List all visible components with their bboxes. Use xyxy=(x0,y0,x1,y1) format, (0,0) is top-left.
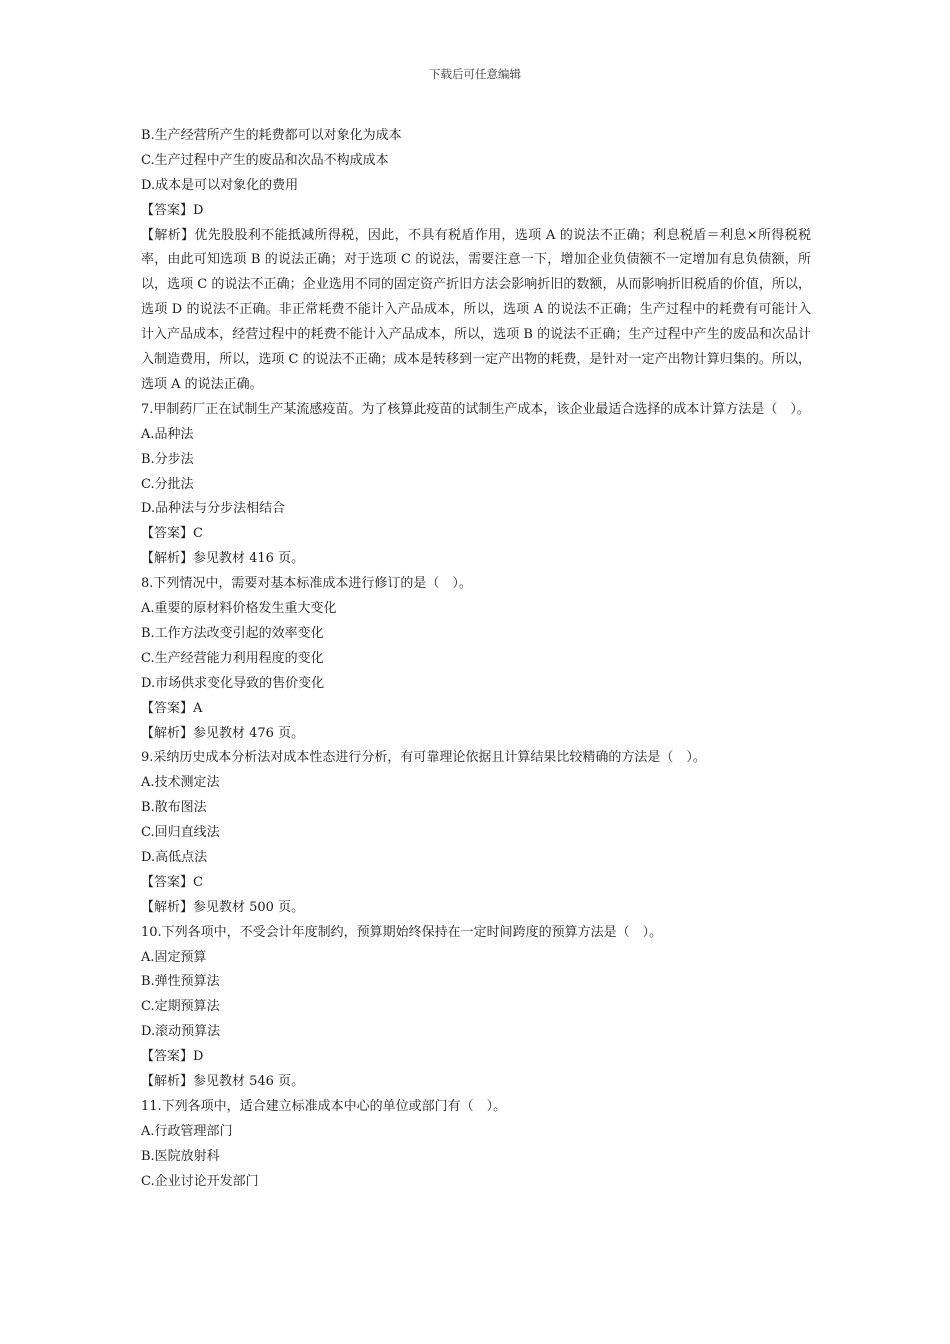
text-line: D.品种法与分步法相结合 xyxy=(141,501,286,517)
text-line: C.分批法 xyxy=(141,476,194,492)
text-line: A.重要的原材料价格发生重大变化 xyxy=(141,601,337,617)
text-line: B.医院放射科 xyxy=(141,1148,220,1164)
text-line: D.成本是可以对象化的费用 xyxy=(141,177,299,193)
text-line: 【答案】A xyxy=(141,700,203,716)
text-line: B.工作方法改变引起的效率变化 xyxy=(141,625,324,641)
text-line: C.定期预算法 xyxy=(141,999,220,1015)
text-line: 10.下列各项中，不受会计年度制约，预算期始终保持在一定时间跨度的预算方法是（ ）。 xyxy=(141,924,663,940)
text-line: D.高低点法 xyxy=(141,849,208,865)
document-body xyxy=(141,124,811,1194)
text-line: A.行政管理部门 xyxy=(141,1123,233,1139)
text-line: B.弹性预算法 xyxy=(141,974,220,990)
text-line: 【解析】参见教材 476 页。 xyxy=(141,725,305,741)
text-line: 【答案】C xyxy=(141,874,203,890)
text-line: A.固定预算 xyxy=(141,949,207,965)
text-line: C.回归直线法 xyxy=(141,825,220,841)
text-line: D.市场供求变化导致的售价变化 xyxy=(141,675,325,691)
text-line: 【解析】参见教材 546 页。 xyxy=(141,1073,305,1089)
text-line: 9.采纳历史成本分析法对成本性态进行分析，有可靠理论依据且计算结果比较精确的方法是（ ）。 xyxy=(141,750,706,766)
text-line: A.技术测定法 xyxy=(141,775,220,791)
text-line: 【答案】D xyxy=(141,1049,204,1065)
text-line: C.生产过程中产生的废品和次品不构成成本 xyxy=(141,152,389,168)
paragraph: 【解析】优先股股利不能抵减所得税，因此，不具有税盾作用，选项 A 的说法不正确；利息税盾＝利息×所得税税率，由此可知选项 B 的说法正确；对于选项 C 的说法，需要注意一下，增加企业负债额不一定增加有息负债额，所以，选项 C 的说法不正确；企业选用不同的固定资产折旧方法会影响折旧的数额，从而影响折旧税盾的价值，所以，选项 D 的说法不正确。非正常耗费不能计入产品成本，所以，选项 A 的说法不正确；生产过程中的耗费有可能计入计入产品成本，经营过程中的耗费不能计入产品成本，所以，选项 B 的说法不正确；生产过程中产生的废品和次品计入制造费用，所以，选项 C 的说法不正确；成本是转移到一定产出物的耗费，是针对一定产出物计算归集的。所以，选项 A 的说法正确。 xyxy=(141,227,811,392)
text-line: 【答案】D xyxy=(141,202,204,218)
text-line: 【解析】参见教材 416 页。 xyxy=(141,551,305,567)
text-line: 11.下列各项中，适合建立标准成本中心的单位或部门有（ ）。 xyxy=(141,1098,507,1114)
text-line: D.滚动预算法 xyxy=(141,1024,221,1040)
text-line: 【解析】参见教材 500 页。 xyxy=(141,899,305,915)
text-line: 【答案】C xyxy=(141,526,203,542)
page-header: 下载后可任意编辑 xyxy=(429,67,521,81)
text-line: C.生产经营能力利用程度的变化 xyxy=(141,650,324,666)
paragraph: 7.甲制药厂正在试制生产某流感疫苗。为了核算此疫苗的试制生产成本，该企业最适合选择的成本计算方法是（ ）。 xyxy=(141,401,810,417)
text-line: B.散布图法 xyxy=(141,800,207,816)
text-line: B.生产经营所产生的耗费都可以对象化为成本 xyxy=(141,128,402,143)
text-line: B.分步法 xyxy=(141,451,194,467)
text-line: C.企业讨论开发部门 xyxy=(141,1173,259,1189)
text-line: 8.下列情况中，需要对基本标准成本进行修订的是（ ）。 xyxy=(141,576,472,592)
text-line: A.品种法 xyxy=(141,426,194,442)
